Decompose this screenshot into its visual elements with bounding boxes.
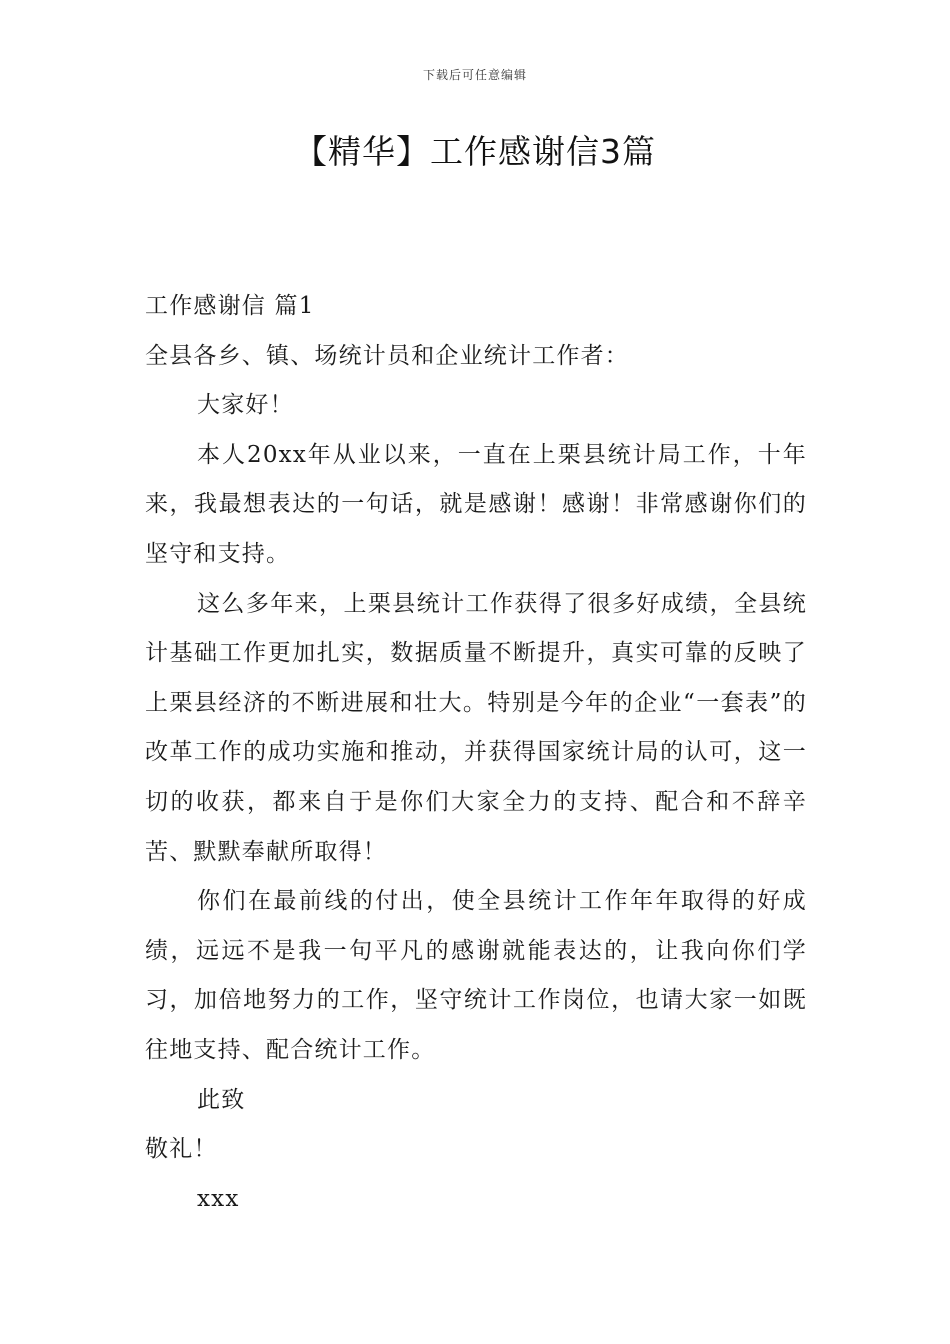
closing-salute: 敬礼！ [145, 1136, 218, 1163]
header-note: 下载后可任意编辑 [422, 68, 527, 82]
salutation: 全县各乡、镇、场统计员和企业统计工作者： [145, 342, 629, 369]
document-body [145, 282, 807, 1224]
closing-phrase: 此致 [197, 1086, 246, 1113]
signature: xxx [197, 1185, 240, 1212]
greeting: 大家好！ [197, 392, 294, 419]
document-title: 【精华】工作感谢信3篇 [294, 132, 656, 171]
paragraph-2: 这么多年来，上栗县统计工作获得了很多好成绩，全县统计基础工作更加扎实，数据质量不断提升，真实可靠的反映了上栗县经济的不断进展和壮大。特别是今年的企业“一套表”的改革工作的成功实施和推动，并获得国家统计局的认可，这一切的收获，都来自于是你们大家全力的支持、配合和不辞辛苦、默默奉献所取得！ [145, 590, 807, 865]
paragraph-1: 本人20xx年从业以来，一直在上栗县统计局工作，十年来，我最想表达的一句话，就是感谢！感谢！非常感谢你们的坚守和支持。 [145, 441, 807, 567]
paragraph-3: 你们在最前线的付出，使全县统计工作年年取得的好成绩，远远不是我一句平凡的感谢就能表达的，让我向你们学习，加倍地努力的工作，坚守统计工作岗位，也请大家一如既往地支持、配合统计工作。 [145, 888, 807, 1063]
section-heading: 工作感谢信 篇1 [145, 293, 315, 319]
